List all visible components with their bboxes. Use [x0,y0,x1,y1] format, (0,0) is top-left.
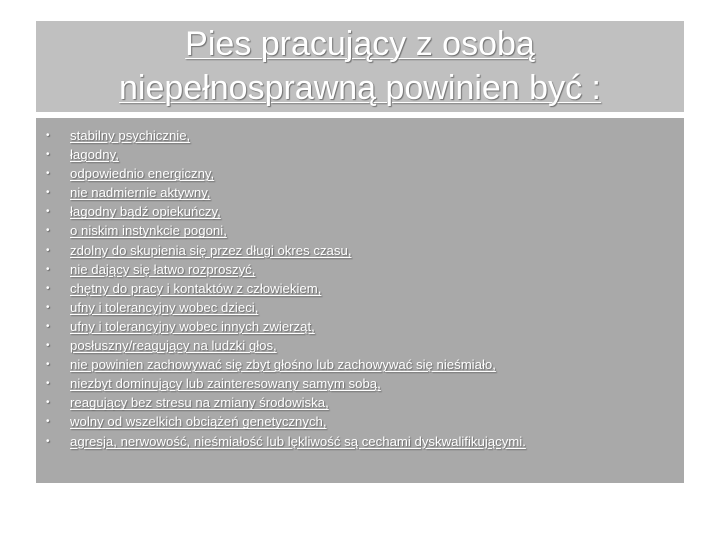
bullet-icon: • [46,130,50,141]
bullet-icon: • [46,435,50,447]
list-item-text: nie powinien zachowywać się zbyt głośno lub zachowywać się nieśmiało, [70,357,496,373]
bullet-icon: • [46,149,50,161]
bullet-icon: • [46,301,50,313]
list-item-text: stabilny psychicznie, [70,128,191,143]
list-item-text: reagujący bez stresu na zmiany środowiska, [70,395,329,411]
list-item-text: zdolny do skupienia się przez długi okres czasu, [70,242,352,258]
list-item [36,374,684,393]
list-item-text: niezbyt dominujący lub zainteresowany samym sobą, [70,376,381,392]
list-item [36,164,684,183]
list-item [36,202,684,221]
bullet-icon: • [46,340,50,352]
bullet-icon: • [46,244,50,256]
bullet-icon: • [46,282,50,294]
list-item-text: posłuszny/reagujący na ludzki głos, [70,338,277,354]
list-item-text: ufny i tolerancyjny wobec innych zwierząt, [70,318,315,334]
list-item [36,260,684,279]
bullet-icon: • [46,359,50,371]
bullet-icon: • [46,206,50,218]
list-item [36,393,684,412]
bullet-icon: • [46,397,50,409]
bullet-icon: • [46,320,50,332]
list-item-text: łagodny, [70,147,119,163]
list-item-text: ufny i tolerancyjny wobec dzieci, [70,299,259,315]
list-item-text: o niskim instynkcie pogoni, [70,223,227,239]
list-item [36,355,684,374]
list-item [36,221,684,240]
bullet-icon: • [46,378,50,390]
list-item-text: odpowiednio energiczny, [70,166,215,182]
slide-title: Pies pracujący z osobą niepełnosprawną powinien być : [119,25,601,107]
bullet-icon: • [46,225,50,237]
bullet-list [36,126,684,451]
list-item [36,412,684,431]
list-item [36,145,684,164]
list-item-text: nie nadmiernie aktywny, [70,185,211,201]
list-item [36,183,684,202]
bullet-icon: • [46,416,50,428]
list-item-text: wolny od wszelkich obciążeń genetycznych, [70,414,327,430]
list-item [36,298,684,317]
bullet-icon: • [46,168,50,180]
list-item [36,126,684,145]
list-item [36,432,684,451]
list-item [36,241,684,260]
list-item [36,336,684,355]
list-item-text: chętny do pracy i kontaktów z człowiekiem, [70,280,322,296]
list-item [36,317,684,336]
bullet-icon: • [46,263,50,275]
list-item-text: agresja, nerwowość, nieśmiałość lub lękliwość są cechami dyskwalifikującymi. [70,433,526,449]
list-item-text: nie dający się łatwo rozproszyć, [70,261,256,277]
list-item [36,279,684,298]
list-item-text: łagodny bądź opiekuńczy, [70,204,221,220]
bullet-icon: • [46,187,50,199]
